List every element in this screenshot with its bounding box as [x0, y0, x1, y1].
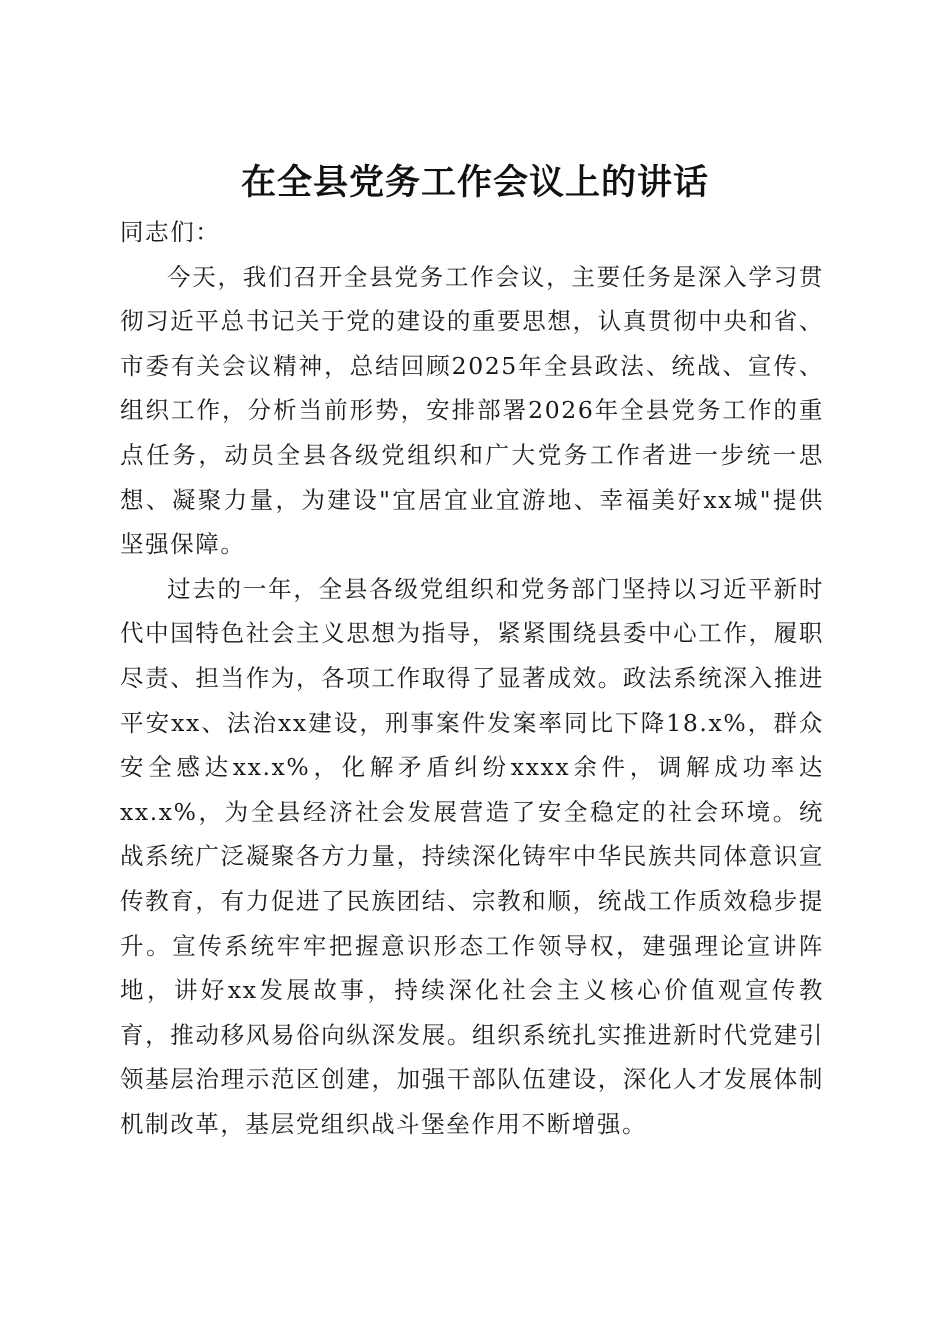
- paragraph-review: 过去的一年，全县各级党组织和党务部门坚持以习近平新时代中国特色社会主义思想为指导，紧紧围绕县委中心工作，履职尽责、担当作为，各项工作取得了显著成效。政法系统深入推进平安xx、法治xx建设，刑事案件发案率同比下降18.x%，群众安全感达xx.x%，化解矛盾纠纷xxxx余件，调解成功率达xx.x%，为全县经济社会发展营造了安全稳定的社会环境。统战系统广泛凝聚各方力量，持续深化铸牢中华民族共同体意识宣传教育，有力促进了民族团结、宗教和顺，统战工作质效稳步提升。宣传系统牢牢把握意识形态工作领导权，建强理论宣讲阵地，讲好xx发展故事，持续深化社会主义核心价值观宣传教育，推动移风易俗向纵深发展。组织系统扎实推进新时代党建引领基层治理示范区创建，加强干部队伍建设，深化人才发展体制机制改革，基层党组织战斗堡垒作用不断增强。: [120, 574, 824, 1138]
- document-title: 在全县党务工作会议上的讲话: [240, 162, 709, 204]
- paragraph-opening: 今天，我们召开全县党务工作会议，主要任务是深入学习贯彻习近平总书记关于党的建设的重要思想，认真贯彻中央和省、市委有关会议精神，总结回顾2025年全县政法、统战、宣传、组织工作，分析当前形势，安排部署2026年全县党务工作的重点任务，动员全县各级党组织和广大党务工作者进一步统一思想、凝聚力量，为建设"宜居宜业宜游地、幸福美好xx城"提供坚强保障。: [120, 262, 824, 559]
- salutation: 同志们：: [120, 218, 221, 246]
- document-body: [120, 210, 824, 1146]
